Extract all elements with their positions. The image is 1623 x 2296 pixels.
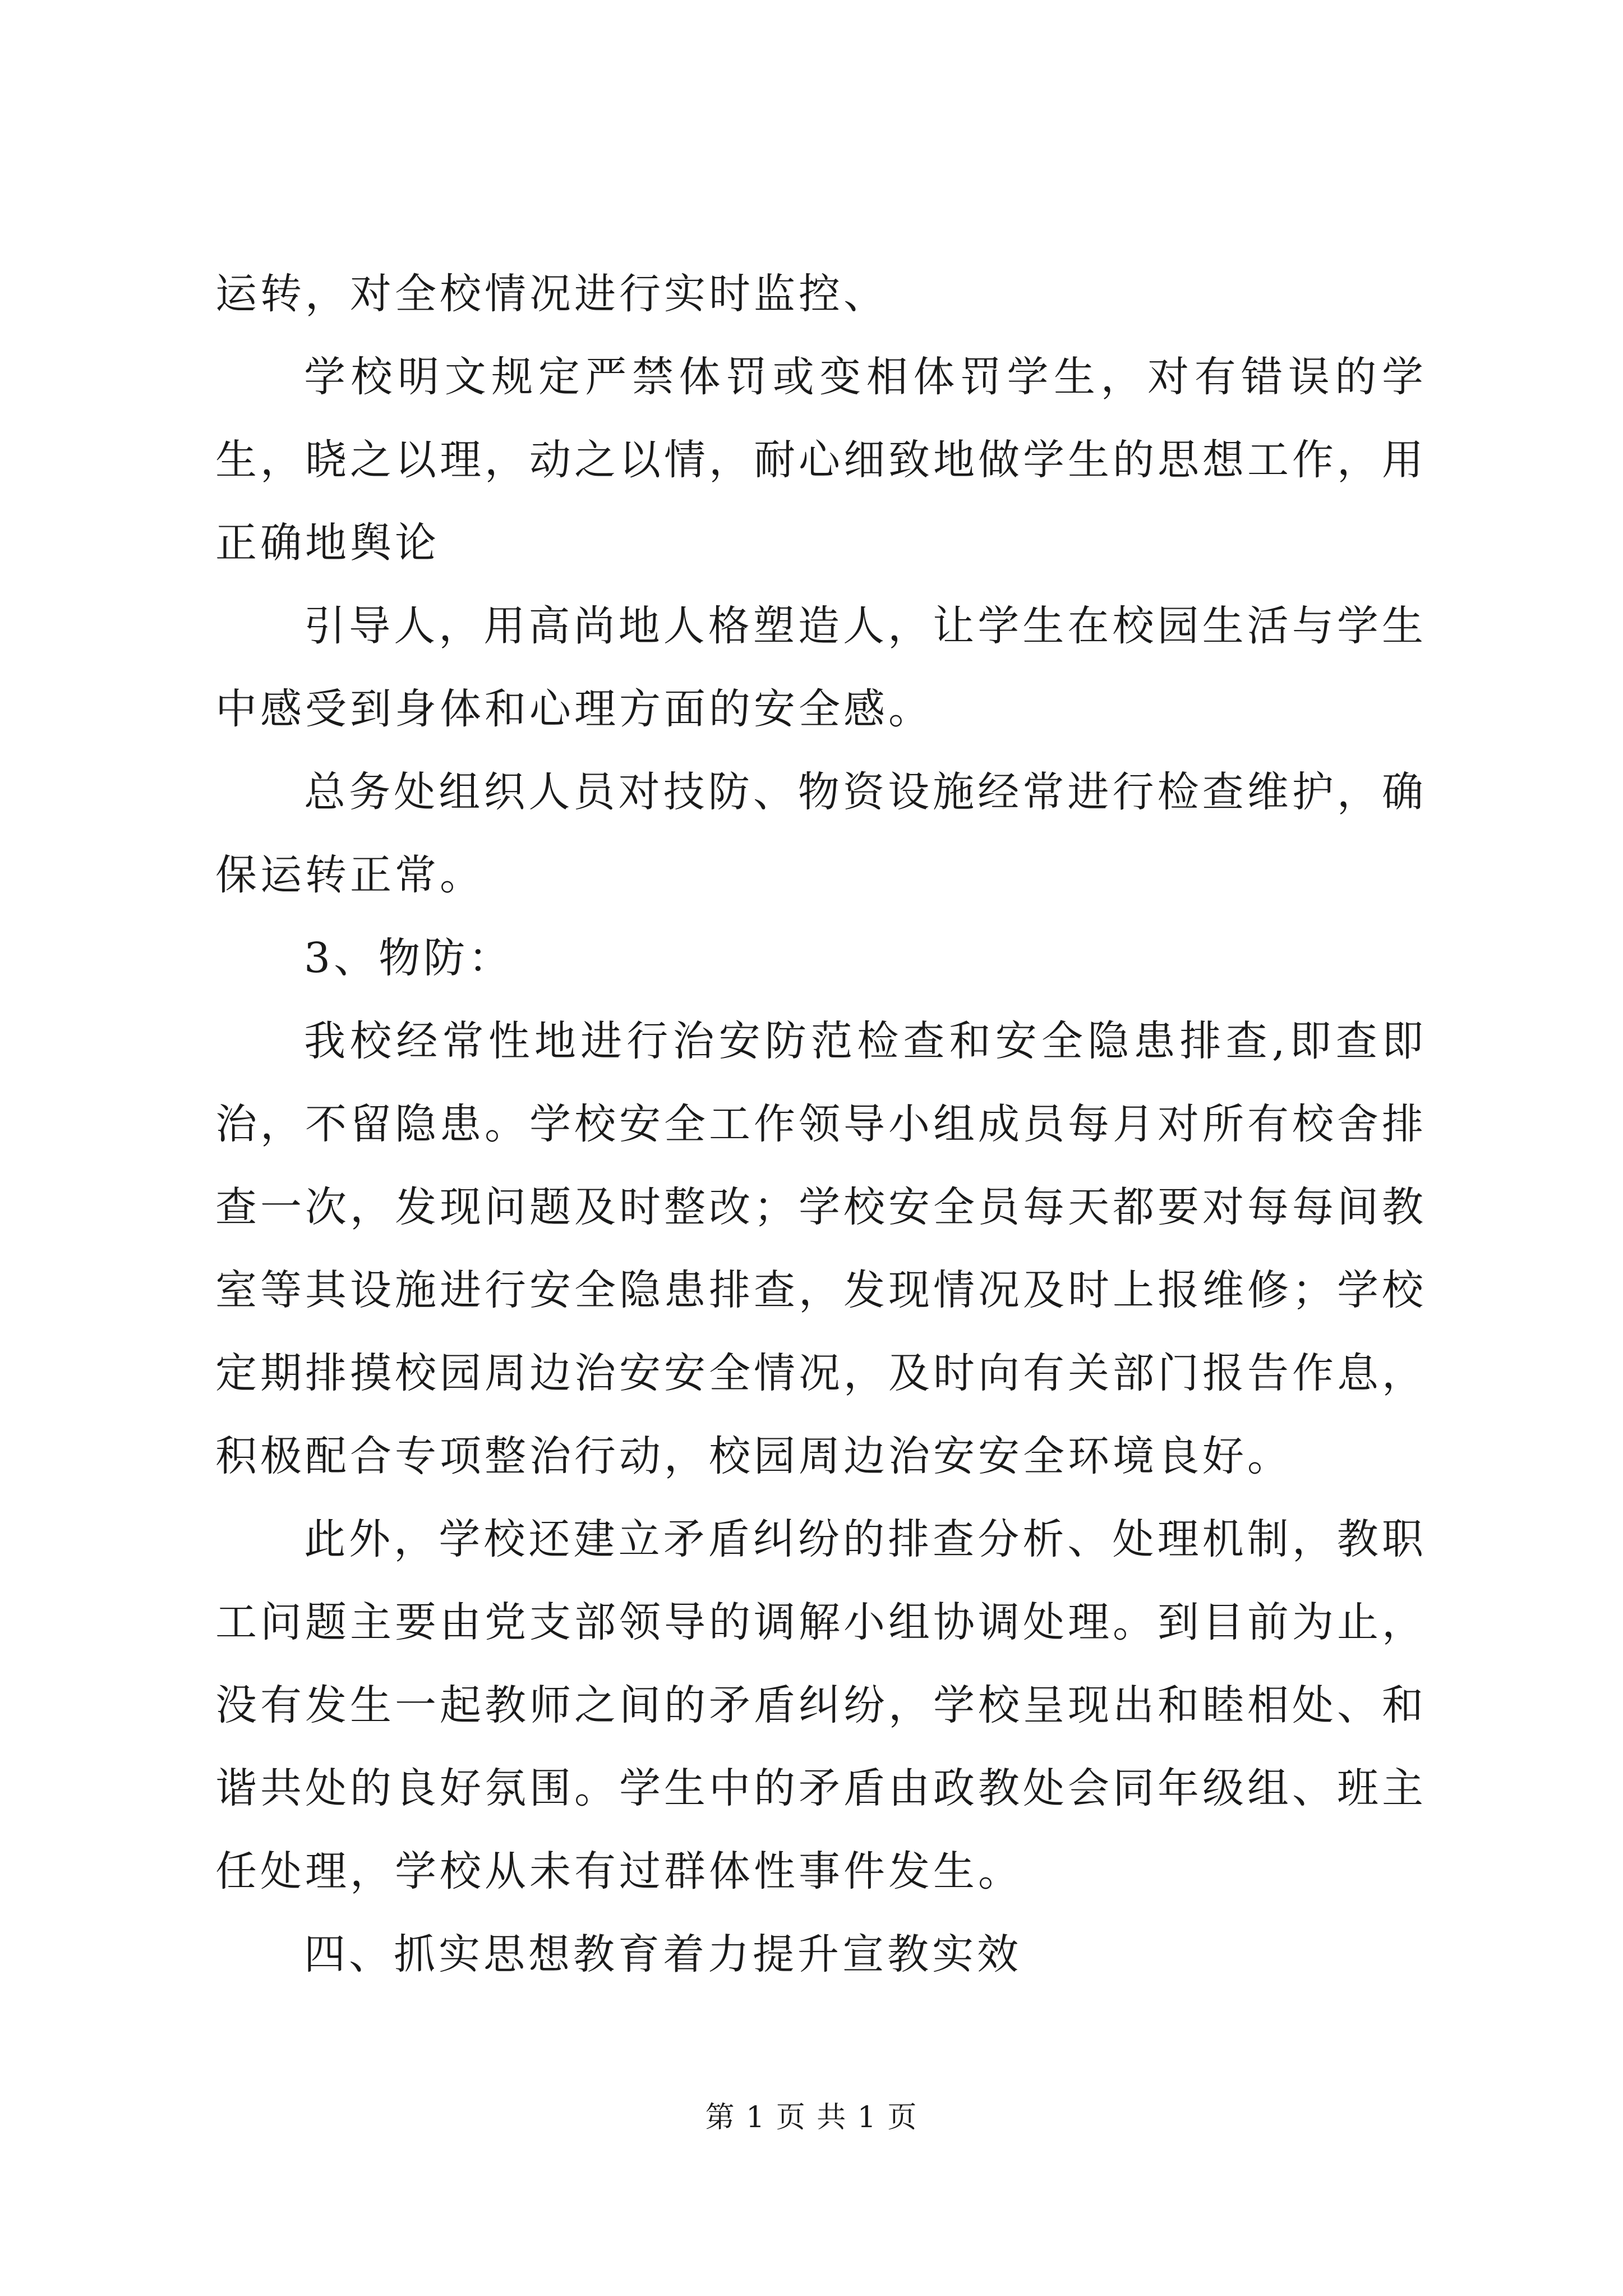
- section-heading-physical-defense: 3、物防：: [304, 934, 514, 982]
- paragraph-4: 总务处组织人员对技防、物资设施经常进行检查维护，确保运转正常。: [215, 768, 1427, 899]
- page-number-footer: 第 1 页 共 1 页: [705, 2101, 918, 2134]
- paragraph-2: 学校明文规定严禁体罚或变相体罚学生，对有错误的学生，晓之以理，动之以情，耐心细致地做学生的思想工作，用正确地舆论: [215, 353, 1427, 567]
- section-heading-four: 四、抓实思想教育着力提升宣教实效: [304, 1930, 1022, 1978]
- document-body: [215, 252, 1427, 1996]
- paragraph-6: 此外，学校还建立矛盾纠纷的排查分析、处理机制，教职工问题主要由党支部领导的调解小组协调处理。到目前为止，没有发生一起教师之间的矛盾纠纷，学校呈现出和睦相处、和谐共处的良好氛围。学生中的矛盾由政教处会同年级组、班主任处理，学校从未有过群体性事件发生。: [215, 1515, 1427, 1895]
- paragraph-1: 运转，对全校情况进行实时监控、: [215, 270, 888, 318]
- paragraph-3: 引导人，用高尚地人格塑造人，让学生在校园生活与学生中感受到身体和心理方面的安全感。: [215, 602, 1427, 733]
- paragraph-5: 我校经常性地进行治安防范检查和安全隐患排查,即查即治，不留隐患。学校安全工作领导小组成员每月对所有校舍排查一次，发现问题及时整改；学校安全员每天都要对每每间教室等其设施进行安全隐患排查，发现情况及时上报维修；学校定期排摸校园周边治安安全情况，及时向有关部门报告作息，积极配合专项整治行动，校园周边治安安全环境良好。: [215, 1017, 1427, 1480]
